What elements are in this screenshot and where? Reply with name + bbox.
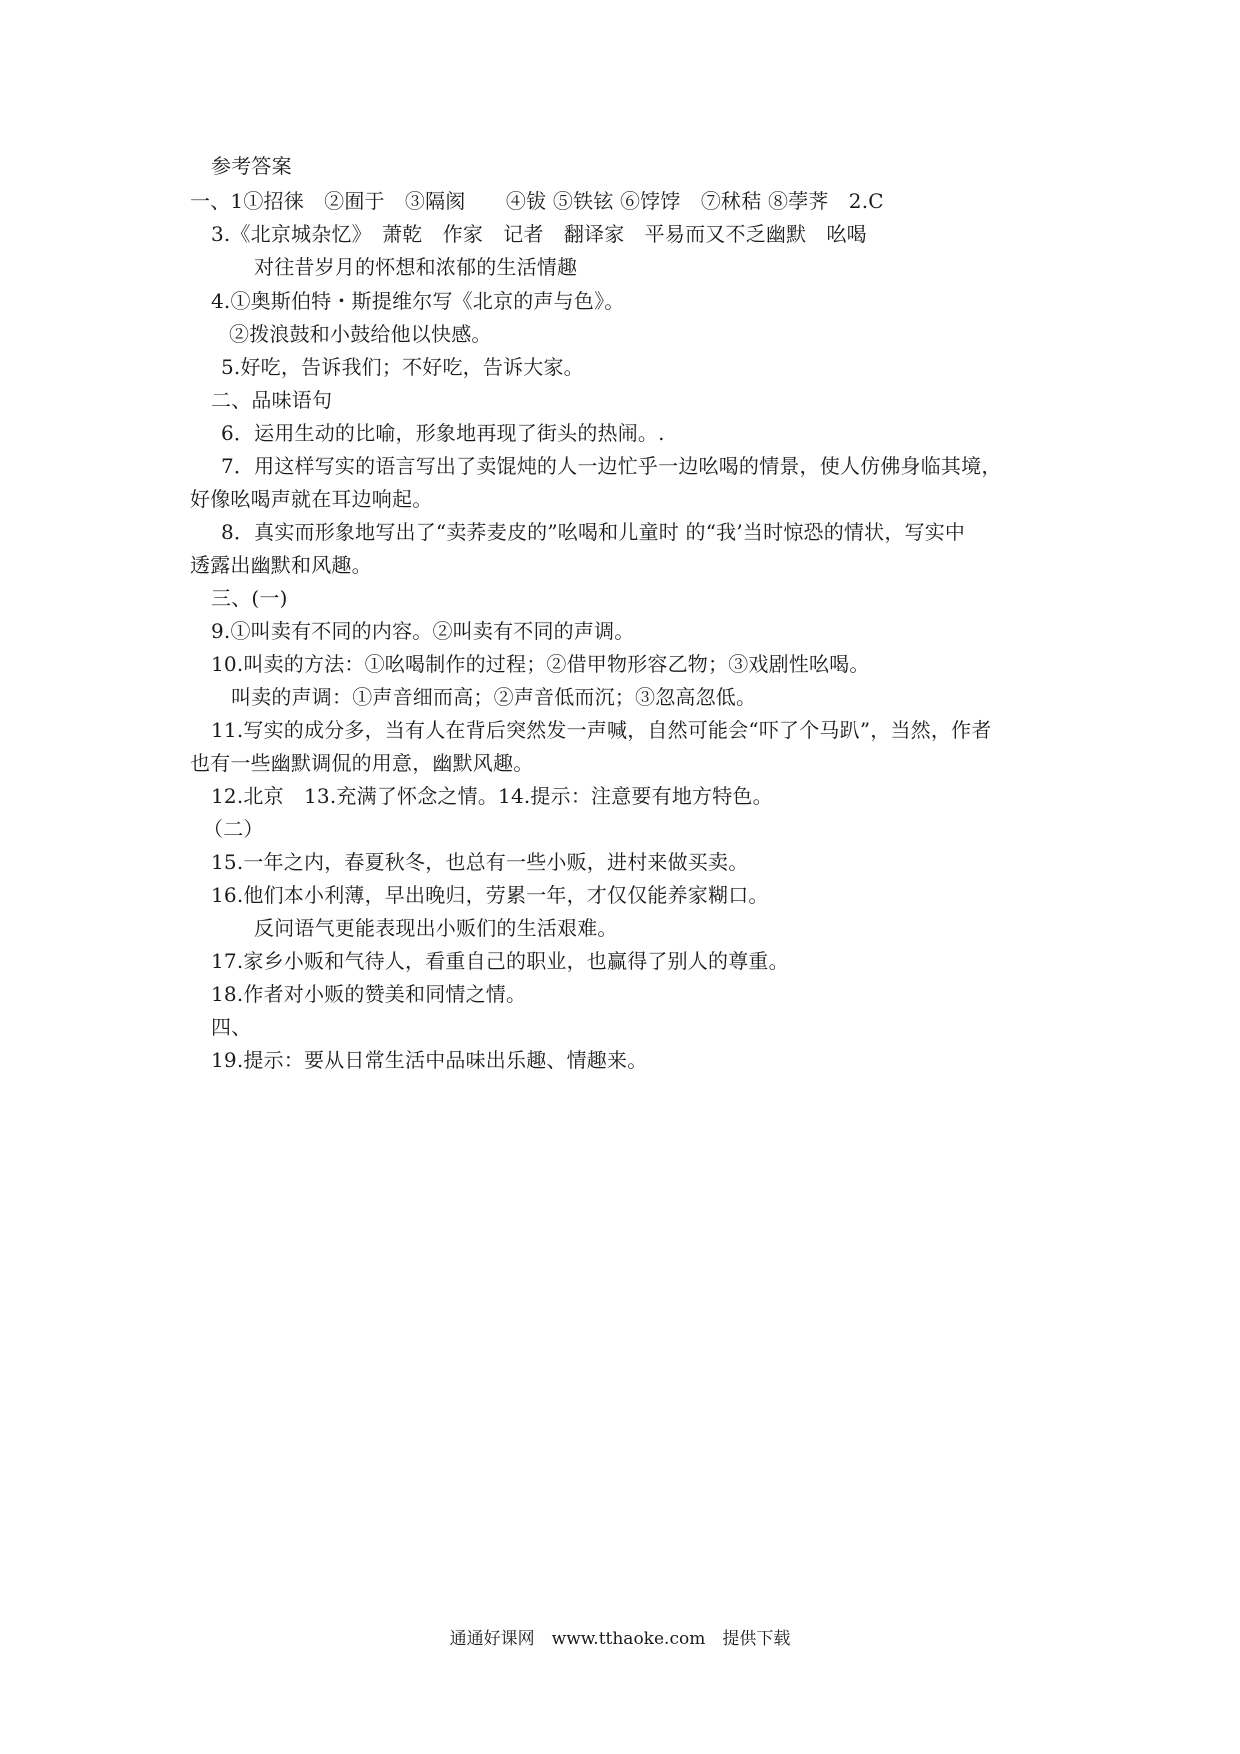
answer-title: 参考答案 — [211, 154, 292, 178]
section-heading: 二、品味语句 — [211, 388, 333, 412]
answer-line: 也有一些幽默调侃的用意，幽默风趣。 — [190, 751, 534, 775]
answer-line: 3.《北京城杂忆》 萧乾 作家 记者 翻译家 平易而又不乏幽默 吆喝 — [211, 222, 867, 246]
answer-line: 6．运用生动的比喻，形象地再现了街头的热闹。. — [221, 421, 665, 445]
answer-line: 9.①叫卖有不同的内容。②叫卖有不同的声调。 — [211, 619, 635, 643]
answer-line: 16.他们本小利薄，早出晚归，劳累一年，才仅仅能养家糊口。 — [211, 883, 769, 907]
answer-line: 15.一年之内，春夏秋冬，也总有一些小贩，进村来做买卖。 — [211, 850, 749, 874]
answer-line: 反问语气更能表现出小贩们的生活艰难。 — [254, 916, 618, 940]
answer-line: 17.家乡小贩和气待人，看重自己的职业，也赢得了别人的尊重。 — [211, 949, 789, 973]
answer-line: 好像吆喝声就在耳边响起。 — [190, 487, 433, 511]
answer-line: 一、1①招徕 ②囿于 ③隔阂 ④钹 ⑤铁铉 ⑥饽饽 ⑦秫秸 ⑧荸荠 2.C — [190, 189, 884, 213]
answer-line: 11.写实的成分多，当有人在背后突然发一声喊，自然可能会“吓了个马趴”，当然，作者 — [211, 718, 992, 742]
answer-line: 19.提示：要从日常生活中品味出乐趣、情趣来。 — [211, 1048, 648, 1072]
section-heading: 三、(一) — [211, 586, 288, 610]
answer-line: 对往昔岁月的怀想和浓郁的生活情趣 — [254, 255, 578, 279]
answer-line: 10.叫卖的方法：①吆喝制作的过程；②借甲物形容乙物；③戏剧性吆喝。 — [211, 652, 870, 676]
section-heading: （二） — [203, 817, 264, 841]
answer-line: 18.作者对小贩的赞美和同情之情。 — [211, 982, 527, 1006]
page-footer: 通通好课网 www.tthaoke.com 提供下载 — [449, 1629, 791, 1649]
answer-line: 叫卖的声调：①声音细而高；②声音低而沉；③忽高忽低。 — [231, 685, 757, 709]
answer-line: 8．真实而形象地写出了“卖荞麦皮的”吆喝和儿童时 的“我’当时惊恐的情状，写实中 — [221, 520, 966, 544]
section-heading: 四、 — [211, 1015, 252, 1039]
answer-line: ②拨浪鼓和小鼓给他以快感。 — [229, 322, 492, 346]
answer-line: 4.①奥斯伯特・斯提维尔写《北京的声与色》。 — [211, 289, 625, 313]
answer-line: 5.好吃，告诉我们；不好吃，告诉大家。 — [221, 355, 584, 379]
answer-line: 透露出幽默和风趣。 — [190, 553, 372, 577]
answer-line: 7．用这样写实的语言写出了卖馄炖的人一边忙乎一边吆喝的情景，使人仿佛身临其境， — [221, 454, 1002, 478]
answer-line: 12.北京 13.充满了怀念之情。14.提示：注意要有地方特色。 — [211, 784, 773, 808]
